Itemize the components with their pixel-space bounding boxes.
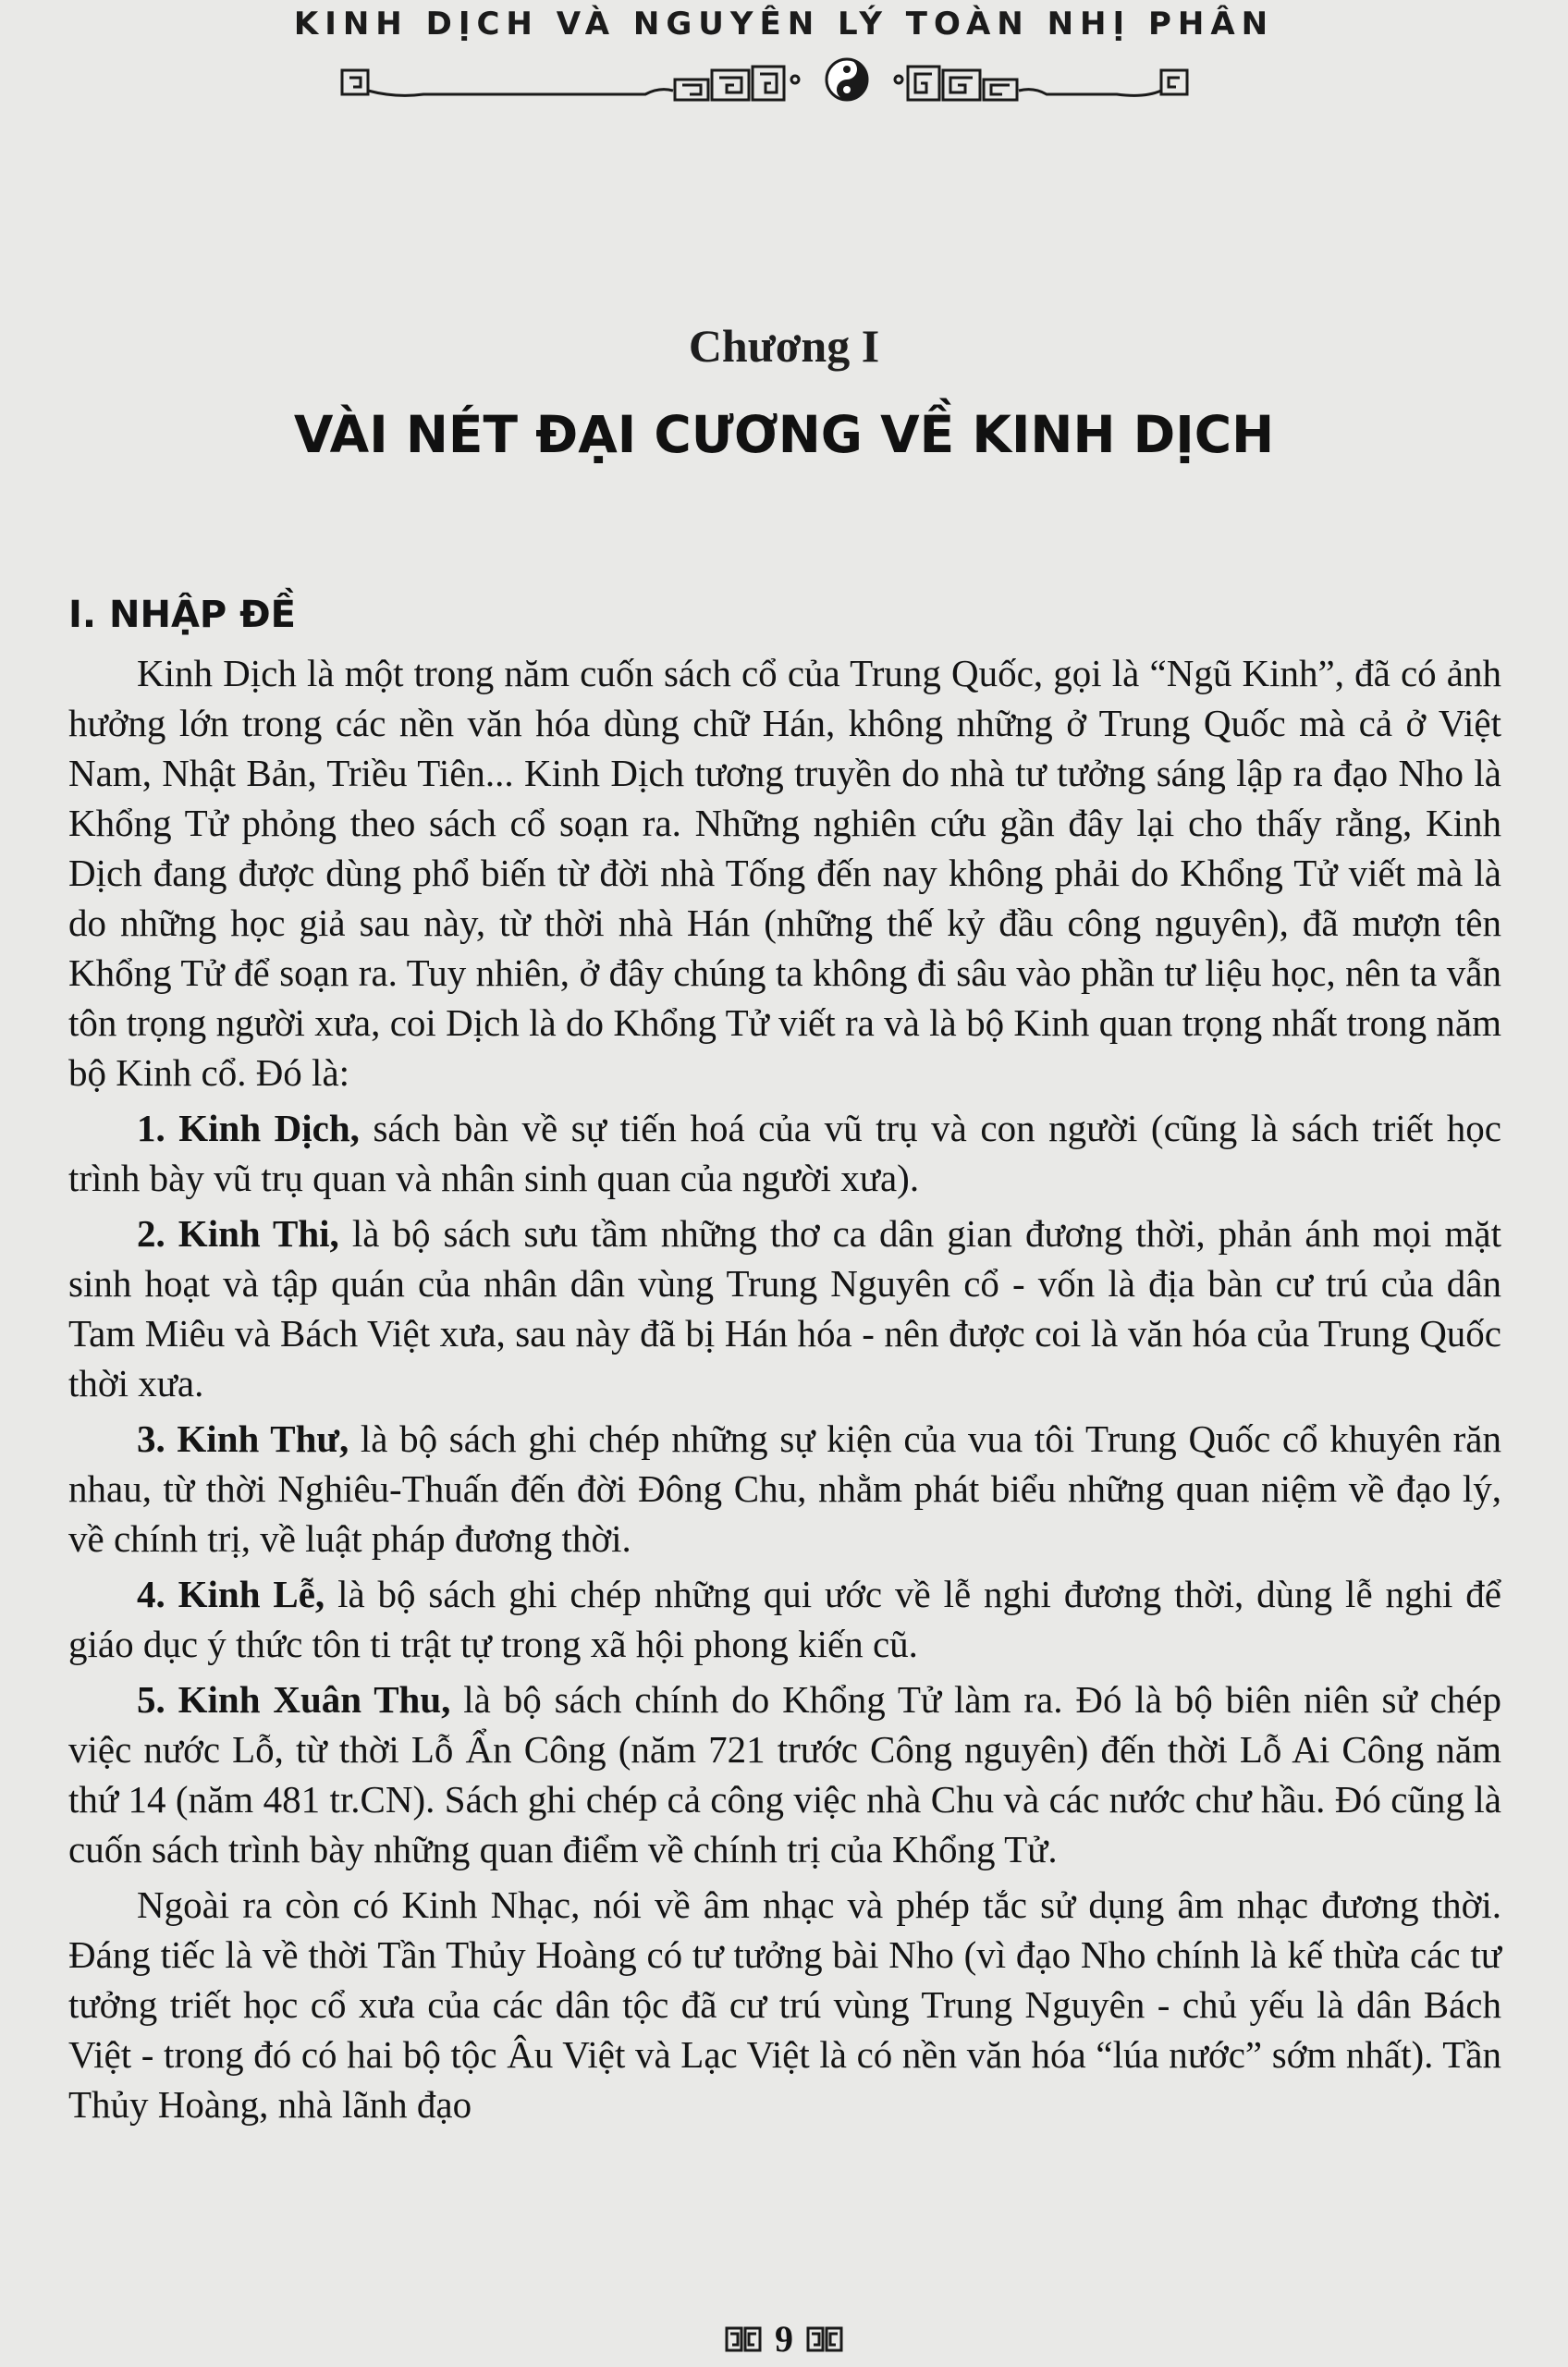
yin-yang-meander-ornament-icon (340, 57, 1191, 105)
chapter-title: VÀI NÉT ĐẠI CƯƠNG VỀ KINH DỊCH (293, 405, 1275, 464)
meander-ornament-icon (725, 2326, 762, 2352)
item-text: là bộ sách ghi chép những sự kiện của vua tôi Trung Quốc cổ khuyên răn nhau, từ thời Nghiêu-Thuấn đến đời Đông Chu, nhằm phát biểu những quan niệm về đạo lý, về chính trị, về luật pháp đương thời. (68, 1417, 1501, 1560)
item-text: là bộ sách ghi chép những qui ước về lễ nghi đương thời, dùng lễ nghi để giáo dục ý thức tôn ti trật tự trong xã hội phong kiến cũ. (68, 1573, 1501, 1665)
item-term: 1. Kinh Dịch, (137, 1107, 360, 1149)
list-item (68, 1208, 1501, 1408)
closing-paragraph: Ngoài ra còn có Kinh Nhạc, nói về âm nhạc và phép tắc sử dụng âm nhạc đương thời. Đáng tiếc là về thời Tần Thủy Hoàng có tư tưởng bài Nho (vì đạo Nho chính là kế thừa các tư tưởng triết học cổ xưa của các dân tộc đã cư trú vùng Trung Nguyên - chủ yếu là dân Bách Việt - trong đó có hai bộ tộc Âu Việt và Lạc Việt là có nền văn hóa “lúa nước” sớm nhất). Tần Thủy Hoàng, nhà lãnh đạo (68, 1883, 1501, 2126)
item-term: 5. Kinh Xuân Thu, (137, 1678, 451, 1721)
meander-ornament-icon (806, 2326, 843, 2352)
page-footer (0, 2318, 1568, 2360)
item-term: 3. Kinh Thư, (137, 1417, 349, 1460)
section-heading: I. NHẬP ĐỀ (68, 594, 296, 636)
running-header: KINH DỊCH VÀ NGUYÊN LÝ TOÀN NHỊ PHÂN (293, 6, 1275, 43)
item-term: 2. Kinh Thi, (137, 1212, 339, 1255)
item-term: 4. Kinh Lễ, (137, 1573, 325, 1615)
item-text: sách bàn về sự tiến hoá của vũ trụ và con người (cũng là sách triết học trình bày vũ trụ quan và nhân sinh quan của người xưa). (68, 1107, 1502, 1199)
list-item (68, 1103, 1501, 1203)
intro-paragraph: Kinh Dịch là một trong năm cuốn sách cổ của Trung Quốc, gọi là “Ngũ Kinh”, đã có ảnh hưởng lớn trong các nền văn hóa dùng chữ Hán, không những ở Trung Quốc mà cả ở Việt Nam, Nhật Bản, Triều Tiên... Kinh Dịch tương truyền do nhà tư tưởng sáng lập ra đạo Nho là Khổng Tử phỏng theo sách cổ soạn ra. Những nghiên cứu gần đây lại cho thấy rằng, Kinh Dịch đang được dùng phổ biến từ đời nhà Tống đến nay không phải do Khổng Tử viết mà là do những học giả sau này, từ thời nhà Hán (những thế kỷ đầu công nguyên), đã mượn tên Khổng Tử để soạn ra. Tuy nhiên, ở đây chúng ta không đi sâu vào phần tư liệu học, nên ta vẫn tôn trọng người xưa, coi Dịch là do Khổng Tử viết ra và là bộ Kinh quan trọng nhất trong năm bộ Kinh cổ. Đó là: (68, 652, 1501, 1094)
list-item (68, 1674, 1501, 1874)
page-number: 9 (775, 2318, 793, 2360)
body-text (68, 587, 1501, 2135)
chapter-number: Chương I (688, 320, 880, 372)
list-item (68, 1414, 1501, 1564)
list-item (68, 1569, 1501, 1669)
item-text: là bộ sách chính do Khổng Tử làm ra. Đó là bộ biên niên sử chép việc nước Lỗ, từ thời Lỗ Ẩn Công (năm 721 trước Công nguyên) đến thời Lỗ Ai Công năm thứ 14 (năm 481 tr.CN). Sách ghi chép cả công việc nhà Chu và các nước chư hầu. Đó cũng là cuốn sách trình bày những quan điểm về chính trị của Khổng Tử. (68, 1678, 1501, 1870)
item-text: là bộ sách sưu tầm những thơ ca dân gian đương thời, phản ánh mọi mặt sinh hoạt và tập quán của nhân dân vùng Trung Nguyên cổ - vốn là địa bàn cư trú của dân Tam Miêu và Bách Việt xưa, sau này đã bị Hán hóa - nên được coi là văn hóa của Trung Quốc thời xưa. (68, 1212, 1501, 1404)
